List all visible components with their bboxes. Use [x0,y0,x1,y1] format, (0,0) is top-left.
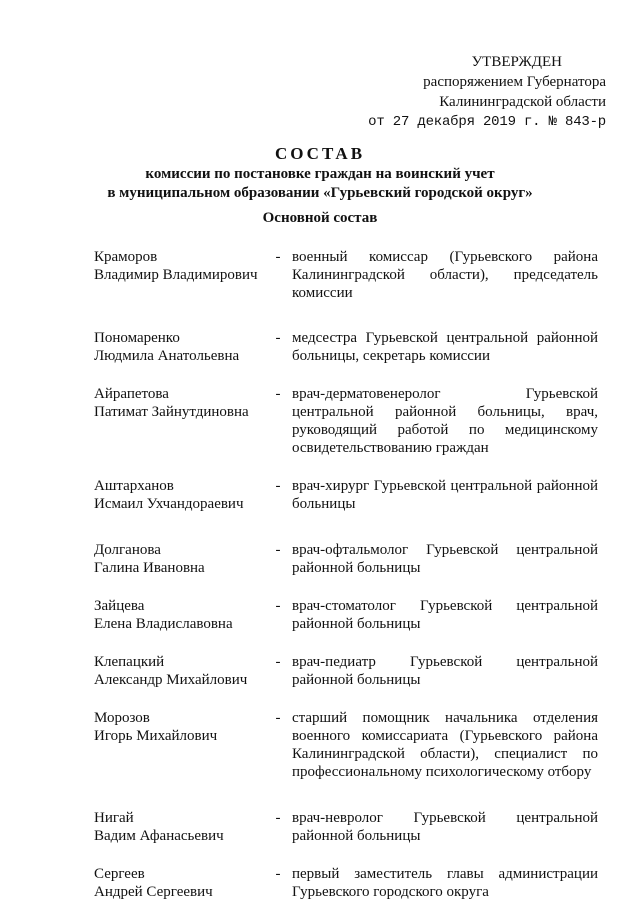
member-given-names: Елена Владиславовна [94,616,233,632]
member-name [94,709,264,781]
member-given-names: Людмила Анатольевна [94,348,240,364]
document-title: СОСТАВ [274,144,366,163]
member-surname: Морозов [94,710,150,726]
member-dash: - [275,598,281,614]
member-role: врач-хирург Гурьевской центральной районной больницы [292,478,598,512]
member-name [94,248,264,302]
member-surname: Сергеев [94,866,145,882]
member-name [94,653,264,689]
member-role: врач-офтальмолог Гурьевской центральной районной больницы [292,542,598,576]
member-name [94,809,264,845]
member-surname: Клепацкий [94,654,165,670]
member-role: старший помощник начальника отделения военного комиссариата (Гурьевского района Калининградской области), специалист по профессиональному психологическому отбору [292,710,598,780]
member-surname: Нигай [94,810,134,826]
member-given-names: Владимир Владимирович [94,267,258,283]
member-role: врач-невролог Гурьевской центральной районной больницы [292,810,598,844]
member-surname: Пономаренко [94,330,180,346]
member-given-names: Андрей Сергеевич [94,884,213,900]
decree-reference: от 27 декабря 2019 г. № 843-р [368,114,606,130]
section-title: Основной состав [262,210,378,226]
member-role: врач-педиатр Гурьевской центральной районной больницы [292,654,598,688]
member-dash: - [275,710,281,726]
member-row [94,477,598,513]
member-given-names: Исмаил Ухчандораевич [94,496,244,512]
member-dash: - [275,866,281,882]
member-surname: Аштарханов [94,478,174,494]
member-name [94,385,264,457]
member-row [94,541,598,577]
approved-title: УТВЕРЖДЕН [471,54,562,70]
approval-line-2: Калининградской области [439,94,606,110]
member-surname: Краморов [94,249,158,265]
approval-block [346,52,606,132]
member-surname: Долганова [94,542,161,558]
members-list [94,248,598,901]
member-row [94,248,598,302]
member-row [94,865,598,901]
member-given-names: Патимат Зайнутдиновна [94,404,249,420]
member-dash: - [275,386,281,402]
member-given-names: Александр Михайлович [94,672,248,688]
member-given-names: Галина Ивановна [94,560,205,576]
member-row [94,809,598,845]
member-surname: Айрапетова [94,386,169,402]
member-surname: Зайцева [94,598,145,614]
member-row [94,597,598,633]
member-role: врач-дерматовенеролог Гурьевской центральной районной больницы, врач, руководящий работой по медицинскому освидетельствованию граждан [292,386,598,456]
member-dash: - [275,249,281,265]
member-name [94,329,264,365]
member-given-names: Вадим Афанасьевич [94,828,224,844]
member-dash: - [275,478,281,494]
member-role: врач-стоматолог Гурьевской центральной районной больницы [292,598,598,632]
member-row [94,329,598,365]
member-given-names: Игорь Михайлович [94,728,218,744]
member-dash: - [275,810,281,826]
member-row [94,653,598,689]
member-row [94,385,598,457]
member-role: военный комиссар (Гурьевского района Калининградской области), председатель комиссии [292,249,598,301]
document-subtitle-line-2: в муниципальном образовании «Гурьевский городской округ» [107,185,533,201]
member-row [94,709,598,781]
member-role: медсестра Гурьевской центральной районной больницы, секретарь комиссии [292,330,598,364]
member-dash: - [275,542,281,558]
document-subtitle-line-1: комиссии по постановке граждан на воинский учет [145,166,495,182]
member-name [94,865,264,901]
member-name [94,477,264,513]
member-role: первый заместитель главы администрации Гурьевского городского округа [292,866,598,900]
document-heading [0,143,640,203]
member-name [94,597,264,633]
approval-line-1: распоряжением Губернатора [423,74,606,90]
member-dash: - [275,330,281,346]
member-dash: - [275,654,281,670]
member-name [94,541,264,577]
